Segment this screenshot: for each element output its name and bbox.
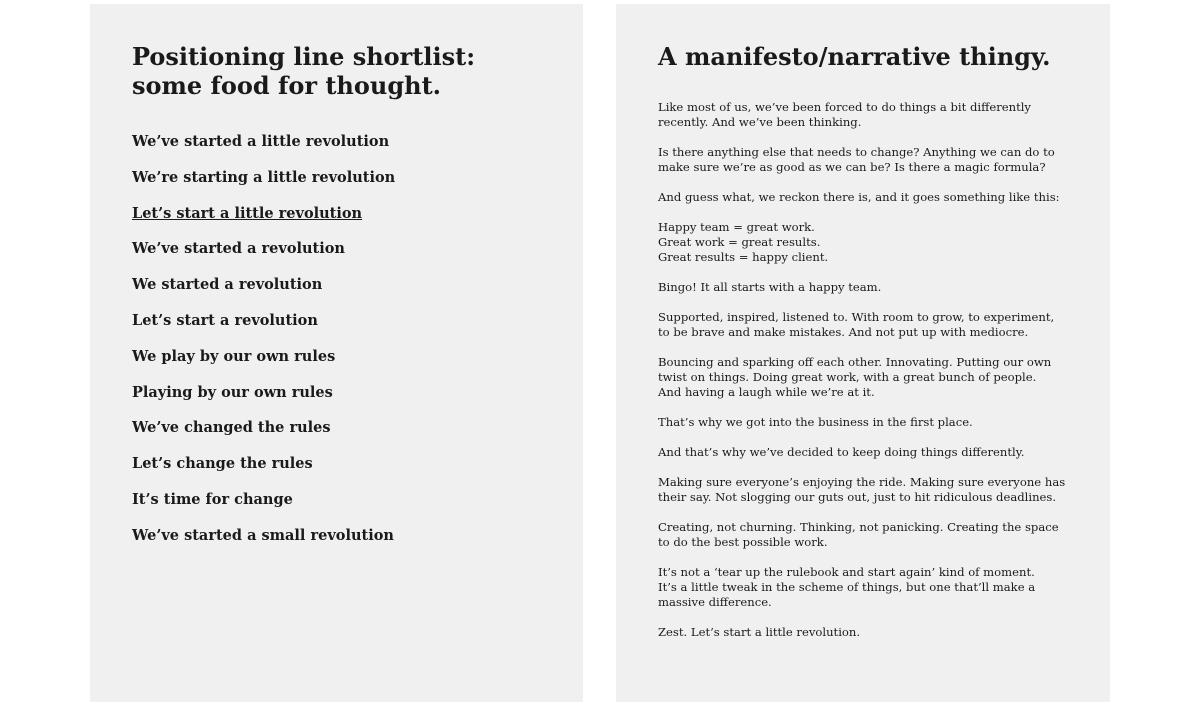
manifesto-line: Bingo! It all starts with a happy team.	[658, 280, 882, 294]
manifesto-paragraph	[658, 415, 1098, 430]
manifesto-paragraph	[658, 145, 1098, 175]
positioning-line-text: We’ve started a revolution	[132, 240, 345, 258]
positioning-line-text: We’ve started a small revolution	[132, 526, 394, 544]
manifesto-line: to be brave and make mistakes. And not put up with mediocre.	[658, 325, 1029, 339]
manifesto-paragraph	[658, 220, 1098, 265]
positioning-line-text: We started a revolution	[132, 276, 323, 294]
manifesto-line: And that’s why we’ve decided to keep doing things differently.	[658, 445, 1025, 459]
positioning-line-item	[132, 237, 395, 273]
manifesto-paragraph	[658, 190, 1098, 205]
manifesto-line: And guess what, we reckon there is, and it goes something like this:	[658, 190, 1060, 204]
manifesto-paragraph	[658, 100, 1098, 130]
manifesto-line: Happy team = great work.	[658, 220, 815, 234]
shortlist-title-line: some food for thought.	[132, 71, 442, 100]
manifesto-page	[616, 4, 1110, 702]
positioning-line-item	[132, 202, 395, 238]
positioning-line-text: We’ve started a little revolution	[132, 133, 390, 150]
manifesto-paragraph	[658, 475, 1098, 505]
positioning-line-text: We play by our own rules	[132, 347, 336, 365]
manifesto-line: Supported, inspired, listened to. With room to grow, to experiment,	[658, 310, 1055, 324]
positioning-line-item	[132, 381, 395, 417]
manifesto-paragraph	[658, 280, 1098, 295]
manifesto-paragraph	[658, 625, 1098, 640]
manifesto-line: Like most of us, we’ve been forced to do things a bit differently	[658, 100, 1031, 114]
manifesto-line: Zest. Let’s start a little revolution.	[658, 625, 861, 639]
manifesto-line: Making sure everyone’s enjoying the ride. Making sure everyone has	[658, 475, 1066, 489]
manifesto-line: Is there anything else that needs to change? Anything we can do to	[658, 145, 1055, 159]
positioning-line-item	[132, 166, 395, 202]
manifesto-line: Creating, not churning. Thinking, not panicking. Creating the space	[658, 520, 1059, 534]
shortlist-title-line: Positioning line shortlist:	[132, 42, 476, 71]
positioning-line-text: Let’s start a revolution	[132, 311, 318, 329]
manifesto-line: Great results = happy client.	[658, 250, 829, 264]
manifesto-line: their say. Not slogging our guts out, just to hit ridiculous deadlines.	[658, 490, 1057, 504]
positioning-line-text: We’ve changed the rules	[132, 419, 331, 437]
shortlist-page	[90, 4, 583, 702]
positioning-line-item	[132, 488, 395, 524]
manifesto-line: massive difference.	[658, 595, 772, 609]
shortlist-title	[132, 42, 475, 100]
manifesto-paragraph	[658, 565, 1098, 610]
manifesto-line: to do the best possible work.	[658, 535, 828, 549]
positioning-line-item	[132, 524, 395, 560]
manifesto-line: recently. And we’ve been thinking.	[658, 115, 862, 129]
manifesto-line: Bouncing and sparking off each other. Innovating. Putting our own	[658, 355, 1052, 369]
positioning-line-item	[132, 345, 395, 381]
positioning-line-text: Let’s change the rules	[132, 455, 313, 473]
manifesto-line: twist on things. Doing great work, with a great bunch of people.	[658, 370, 1037, 384]
manifesto-line: make sure we’re as good as we can be? Is there a magic formula?	[658, 160, 1046, 174]
manifesto-paragraph	[658, 520, 1098, 550]
positioning-line-text: We’re starting a little revolution	[132, 168, 396, 186]
manifesto-line: It’s not a ‘tear up the rulebook and start again’ kind of moment.	[658, 565, 1035, 579]
positioning-line-item	[132, 416, 395, 452]
positioning-line-item	[132, 130, 395, 166]
manifesto-paragraph	[658, 355, 1098, 400]
manifesto-line: That’s why we got into the business in the first place.	[658, 415, 973, 429]
positioning-line-text: It’s time for change	[132, 490, 293, 508]
manifesto-paragraph	[658, 310, 1098, 340]
positioning-line-text: Playing by our own rules	[132, 383, 333, 401]
positioning-line-item	[132, 309, 395, 345]
manifesto-line: Great work = great results.	[658, 235, 821, 249]
positioning-line-item	[132, 452, 395, 488]
positioning-line-item	[132, 273, 395, 309]
manifesto-body	[658, 100, 1098, 655]
manifesto-title: A manifesto/narrative thingy.	[658, 42, 1051, 71]
positioning-line-list	[132, 130, 395, 560]
manifesto-line: It’s a little tweak in the scheme of things, but one that’ll make a	[658, 580, 1036, 594]
manifesto-line: And having a laugh while we’re at it.	[658, 385, 875, 399]
manifesto-paragraph	[658, 445, 1098, 460]
positioning-line-text: Let’s start a little revolution	[132, 204, 363, 222]
